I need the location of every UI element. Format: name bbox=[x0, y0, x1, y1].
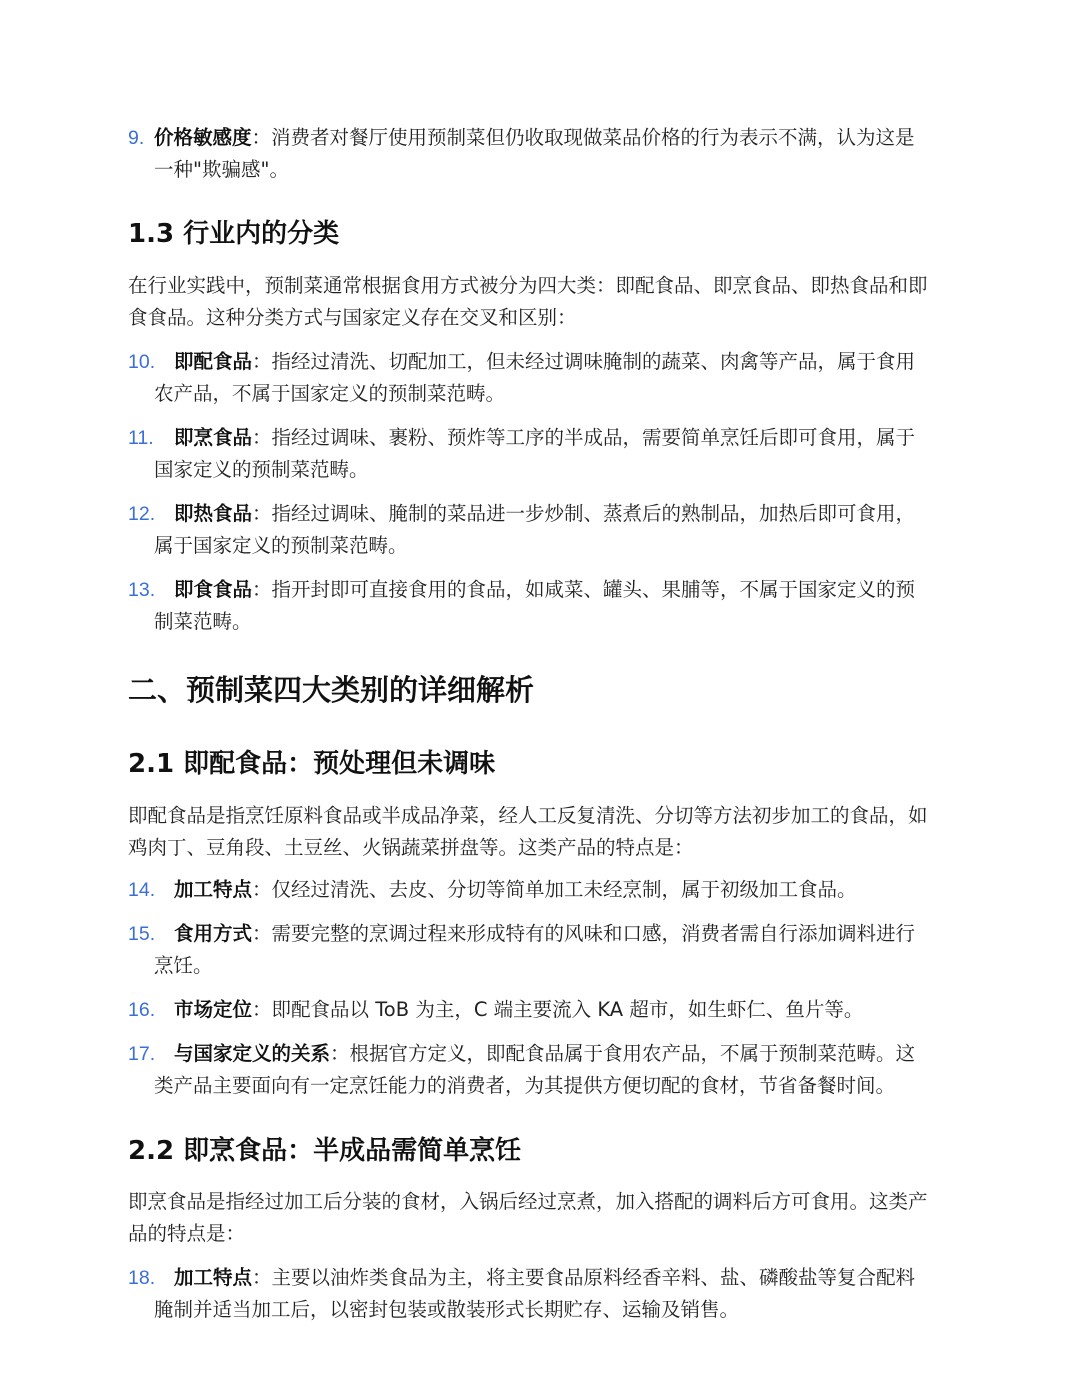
list-item-line bbox=[128, 574, 958, 606]
list-item-line: 农产品，不属于国家定义的预制菜范畴。 bbox=[154, 382, 506, 405]
paragraph-line: 即配食品是指烹饪原料食品或半成品净菜，经人工反复清洗、分切等方法初步加工的食品，如 bbox=[128, 804, 928, 827]
list-item-line: 烹饪。 bbox=[154, 954, 213, 977]
list-item-12 bbox=[128, 498, 958, 562]
list-item-line: 腌制并适当加工后，以密封包装或散装形式长期贮存、运输及销售。 bbox=[154, 1298, 740, 1321]
list-text: ：消费者对餐厅使用预制菜但仍收取现做菜品价格的行为表示不满，认为这是 bbox=[251, 126, 915, 149]
list-item-line bbox=[128, 994, 958, 1026]
list-term: 加工特点 bbox=[174, 878, 253, 901]
list-item-line bbox=[128, 1038, 958, 1070]
section-heading-1-3: 1.3 行业内的分类 bbox=[128, 219, 340, 249]
list-text: ：指经过清洗、切配加工，但未经过调味腌制的蔬菜、肉禽等产品，属于食用 bbox=[252, 350, 916, 373]
list-item-line: 国家定义的预制菜范畴。 bbox=[154, 458, 369, 481]
list-term: 食用方式 bbox=[174, 922, 253, 945]
list-number: 18. bbox=[128, 1267, 156, 1289]
list-item-line: 属于国家定义的预制菜范畴。 bbox=[154, 534, 408, 557]
section-heading-2-1: 2.1 即配食品：预处理但未调味 bbox=[128, 749, 496, 779]
list-item-18 bbox=[128, 1262, 958, 1326]
section-1-3-intro bbox=[128, 270, 958, 334]
list-item-line bbox=[128, 122, 958, 154]
list-text: ：仅经过清洗、去皮、分切等简单加工未经烹制，属于初级加工食品。 bbox=[252, 878, 857, 901]
list-item-14 bbox=[128, 874, 958, 906]
list-term: 加工特点 bbox=[174, 1266, 253, 1289]
list-item-16 bbox=[128, 994, 958, 1026]
list-text: ：指经过调味、裹粉、预炸等工序的半成品，需要简单烹饪后即可食用，属于 bbox=[252, 426, 916, 449]
list-number: 15. bbox=[128, 923, 156, 945]
list-item-line bbox=[128, 918, 958, 950]
list-text: ：指经过调味、腌制的菜品进一步炒制、蒸煮后的熟制品，加热后即可食用， bbox=[252, 502, 916, 525]
list-term: 即烹食品 bbox=[174, 426, 253, 449]
section-2-2-intro bbox=[128, 1186, 958, 1250]
list-term: 市场定位 bbox=[174, 998, 253, 1021]
list-text: ：根据官方定义，即配食品属于食用农产品，不属于预制菜范畴。这 bbox=[330, 1042, 916, 1065]
paragraph-line: 食食品。这种分类方式与国家定义存在交叉和区别： bbox=[128, 306, 577, 329]
paragraph-line: 即烹食品是指经过加工后分装的食材，入锅后经过烹煮，加入搭配的调料后方可食用。这类产 bbox=[128, 1190, 928, 1213]
list-item-17 bbox=[128, 1038, 958, 1102]
list-text: ：指开封即可直接食用的食品，如咸菜、罐头、果脯等，不属于国家定义的预 bbox=[252, 578, 916, 601]
list-number: 13. bbox=[128, 579, 156, 601]
list-term: 即配食品 bbox=[174, 350, 253, 373]
list-item-line bbox=[128, 498, 958, 530]
list-number: 16. bbox=[128, 999, 156, 1021]
list-number: 14. bbox=[128, 879, 156, 901]
list-number: 17. bbox=[128, 1043, 156, 1065]
list-number: 10. bbox=[128, 351, 156, 373]
section-heading-2-2: 2.2 即烹食品：半成品需简单烹饪 bbox=[128, 1136, 522, 1166]
section-2-1-intro bbox=[128, 800, 958, 864]
list-text: ：需要完整的烹调过程来形成特有的风味和口感，消费者需自行添加调料进行 bbox=[252, 922, 916, 945]
list-item-line: 类产品主要面向有一定烹饪能力的消费者，为其提供方便切配的食材，节省备餐时间。 bbox=[154, 1074, 896, 1097]
list-item-13 bbox=[128, 574, 958, 638]
list-number: 11. bbox=[128, 427, 154, 449]
list-term: 价格敏感度 bbox=[154, 126, 252, 149]
paragraph-line: 鸡肉丁、豆角段、土豆丝、火锅蔬菜拼盘等。这类产品的特点是： bbox=[128, 836, 694, 859]
chapter-heading-2: 二、预制菜四大类别的详细解析 bbox=[128, 673, 535, 707]
list-text: ：即配食品以 ToB 为主，C 端主要流入 KA 超市，如生虾仁、鱼片等。 bbox=[252, 998, 864, 1021]
list-item-11 bbox=[128, 422, 958, 486]
list-item-line bbox=[128, 874, 958, 906]
paragraph-line: 在行业实践中，预制菜通常根据食用方式被分为四大类：即配食品、即烹食品、即热食品和即 bbox=[128, 274, 928, 297]
list-item-line bbox=[128, 346, 958, 378]
list-item-9 bbox=[128, 122, 958, 186]
list-item-10 bbox=[128, 346, 958, 410]
paragraph-line: 品的特点是： bbox=[128, 1222, 246, 1245]
list-item-line: 制菜范畴。 bbox=[154, 610, 252, 633]
list-item-15 bbox=[128, 918, 958, 982]
list-item-line: 一种"欺骗感"。 bbox=[154, 158, 289, 181]
list-term: 与国家定义的关系 bbox=[174, 1042, 331, 1065]
list-item-line bbox=[128, 1262, 958, 1294]
list-text: ：主要以油炸类食品为主，将主要食品原料经香辛料、盐、磷酸盐等复合配料 bbox=[252, 1266, 916, 1289]
list-number: 12. bbox=[128, 503, 156, 525]
list-item-line bbox=[128, 422, 958, 454]
list-number: 9. bbox=[128, 127, 145, 149]
list-term: 即食食品 bbox=[174, 578, 253, 601]
list-term: 即热食品 bbox=[174, 502, 253, 525]
